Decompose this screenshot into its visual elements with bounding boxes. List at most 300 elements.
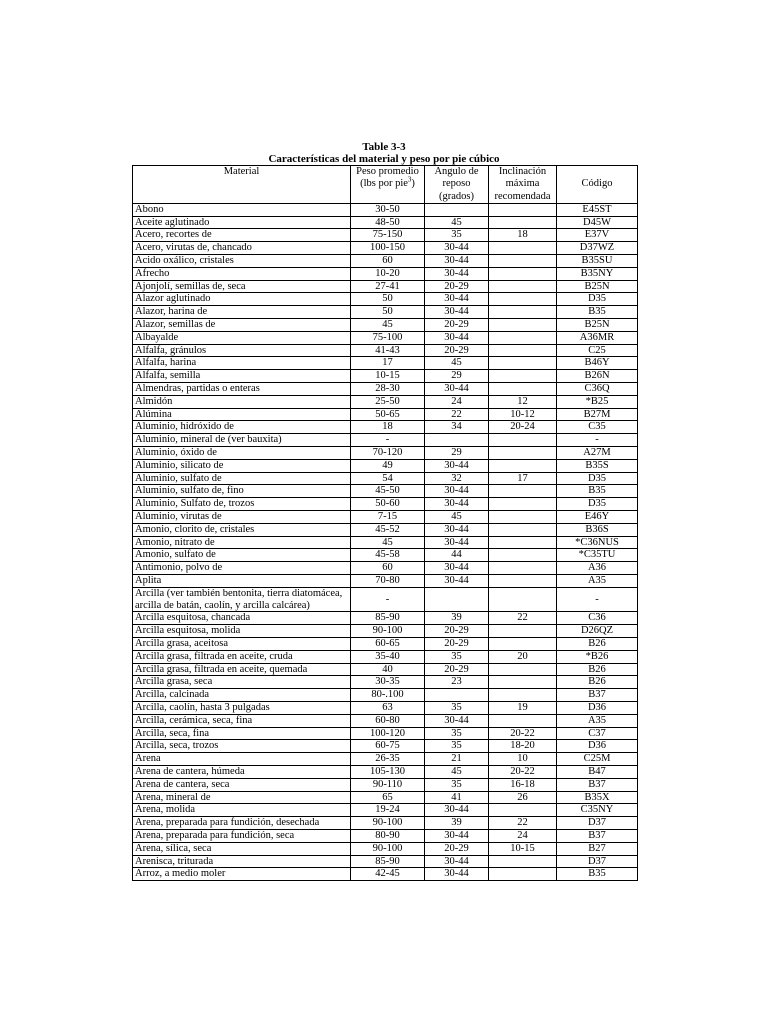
cell-material: Arcilla, caolín, hasta 3 pulgadas (133, 701, 351, 714)
cell-angulo: 30-44 (425, 255, 489, 268)
table-row (133, 778, 638, 791)
cell-material: Ajonjolí, semillas de, seca (133, 280, 351, 293)
cell-peso: 75-100 (351, 331, 425, 344)
cell-material: Alúmina (133, 408, 351, 421)
cell-peso: 85-90 (351, 855, 425, 868)
table-row (133, 701, 638, 714)
cell-codigo: D37WZ (557, 242, 638, 255)
cell-codigo: B27M (557, 408, 638, 421)
cell-inclinacion (489, 868, 557, 881)
cell-peso: 80-.100 (351, 689, 425, 702)
table-row (133, 395, 638, 408)
cell-codigo: E37V (557, 229, 638, 242)
cell-codigo: C25M (557, 753, 638, 766)
cell-codigo: B35SU (557, 255, 638, 268)
cell-inclinacion (489, 255, 557, 268)
cell-angulo: 32 (425, 472, 489, 485)
cell-inclinacion (489, 370, 557, 383)
cell-inclinacion (489, 575, 557, 588)
cell-angulo: 45 (425, 765, 489, 778)
table-row (133, 485, 638, 498)
cell-angulo: 30-44 (425, 498, 489, 511)
cell-material: Alazor, semillas de (133, 319, 351, 332)
cell-material: Aluminio, hidróxido de (133, 421, 351, 434)
cell-angulo: 29 (425, 447, 489, 460)
cell-angulo: 35 (425, 650, 489, 663)
cell-inclinacion (489, 523, 557, 536)
cell-angulo: 39 (425, 612, 489, 625)
cell-material: Alfalfa, semilla (133, 370, 351, 383)
table-row (133, 331, 638, 344)
table-row (133, 765, 638, 778)
cell-angulo: 30-44 (425, 855, 489, 868)
cell-peso: 60-80 (351, 714, 425, 727)
cell-inclinacion: 22 (489, 612, 557, 625)
cell-inclinacion (489, 267, 557, 280)
cell-material: Arena, preparada para fundición, desechada (133, 817, 351, 830)
table-row (133, 408, 638, 421)
cell-angulo: 30-44 (425, 293, 489, 306)
cell-inclinacion: 22 (489, 817, 557, 830)
cell-codigo: D36 (557, 701, 638, 714)
cell-inclinacion (489, 280, 557, 293)
cell-peso: 45 (351, 319, 425, 332)
cell-material: Arena de cantera, húmeda (133, 765, 351, 778)
table-row (133, 459, 638, 472)
cell-angulo: 24 (425, 395, 489, 408)
cell-material: Aluminio, Sulfato de, trozos (133, 498, 351, 511)
cell-codigo: B37 (557, 778, 638, 791)
material-table (132, 165, 638, 881)
cell-inclinacion (489, 357, 557, 370)
cell-peso: 40 (351, 663, 425, 676)
cell-inclinacion (489, 689, 557, 702)
cell-material: Arcilla, calcinada (133, 689, 351, 702)
cell-codigo: E46Y (557, 511, 638, 524)
cell-inclinacion (489, 511, 557, 524)
cell-inclinacion (489, 242, 557, 255)
cell-inclinacion (489, 216, 557, 229)
cell-angulo: 20-29 (425, 637, 489, 650)
cell-angulo: 30-44 (425, 459, 489, 472)
cell-peso: 26-35 (351, 753, 425, 766)
cell-codigo: - (557, 587, 638, 612)
cell-codigo: D35 (557, 498, 638, 511)
cell-peso: 63 (351, 701, 425, 714)
cell-peso: 10-20 (351, 267, 425, 280)
cell-angulo: 20-29 (425, 625, 489, 638)
cell-inclinacion (489, 549, 557, 562)
cell-codigo: B36S (557, 523, 638, 536)
cell-codigo: B26N (557, 370, 638, 383)
cell-codigo: A35 (557, 714, 638, 727)
table-row (133, 650, 638, 663)
cell-material: Alfalfa, harina (133, 357, 351, 370)
cell-inclinacion: 18 (489, 229, 557, 242)
cell-codigo: E45ST (557, 203, 638, 216)
cell-codigo: B37 (557, 829, 638, 842)
cell-angulo: 20-29 (425, 842, 489, 855)
cell-angulo: 45 (425, 216, 489, 229)
cell-peso: 18 (351, 421, 425, 434)
cell-angulo: 20-29 (425, 319, 489, 332)
cell-material: Arena de cantera, seca (133, 778, 351, 791)
cell-inclinacion (489, 319, 557, 332)
cell-peso: 49 (351, 459, 425, 472)
cell-angulo: 35 (425, 740, 489, 753)
table-row (133, 714, 638, 727)
cell-material: Arcilla esquitosa, molida (133, 625, 351, 638)
cell-codigo: A36 (557, 562, 638, 575)
table-row (133, 817, 638, 830)
cell-inclinacion: 17 (489, 472, 557, 485)
table-row (133, 549, 638, 562)
cell-material: Almidón (133, 395, 351, 408)
cell-material: Arcilla grasa, filtrada en aceite, cruda (133, 650, 351, 663)
table-header-row (133, 166, 638, 204)
cell-material: Antimonio, polvo de (133, 562, 351, 575)
cell-material: Arena, sílica, seca (133, 842, 351, 855)
cell-inclinacion (489, 203, 557, 216)
cell-material: Alazor, harina de (133, 306, 351, 319)
cell-peso: 17 (351, 357, 425, 370)
cell-codigo: B35NY (557, 267, 638, 280)
table-row (133, 472, 638, 485)
cell-peso: 27-41 (351, 280, 425, 293)
cell-material: Aceite aglutinado (133, 216, 351, 229)
cell-peso: 48-50 (351, 216, 425, 229)
cell-angulo: 20-29 (425, 280, 489, 293)
cell-peso: 60-75 (351, 740, 425, 753)
cell-codigo: B25N (557, 280, 638, 293)
cell-material: Arcilla, seca, trozos (133, 740, 351, 753)
cell-codigo: A35 (557, 575, 638, 588)
cell-angulo: 30-44 (425, 562, 489, 575)
cell-angulo: 30-44 (425, 714, 489, 727)
cell-angulo (425, 203, 489, 216)
cell-codigo: A27M (557, 447, 638, 460)
cell-inclinacion (489, 498, 557, 511)
cell-material: Arcilla esquitosa, chancada (133, 612, 351, 625)
cell-codigo: D35 (557, 293, 638, 306)
cell-peso: 85-90 (351, 612, 425, 625)
table-row (133, 434, 638, 447)
cell-inclinacion (489, 293, 557, 306)
cell-material: Acero, recortes de (133, 229, 351, 242)
table-row (133, 804, 638, 817)
cell-peso: 60-65 (351, 637, 425, 650)
cell-angulo: 30-44 (425, 804, 489, 817)
cell-codigo: D26QZ (557, 625, 638, 638)
table-row (133, 498, 638, 511)
cell-peso: 50-65 (351, 408, 425, 421)
cell-inclinacion (489, 536, 557, 549)
table-row (133, 791, 638, 804)
cell-material: Arroz, a medio moler (133, 868, 351, 881)
cell-inclinacion (489, 344, 557, 357)
cell-angulo: 45 (425, 357, 489, 370)
cell-codigo: B26 (557, 676, 638, 689)
cell-material: Abono (133, 203, 351, 216)
cell-inclinacion: 20-22 (489, 727, 557, 740)
table-row (133, 676, 638, 689)
table-title: Table 3-3 (362, 141, 406, 153)
cell-angulo: 23 (425, 676, 489, 689)
cell-inclinacion (489, 637, 557, 650)
cell-codigo: B37 (557, 689, 638, 702)
cell-material: Arena, preparada para fundición, seca (133, 829, 351, 842)
cell-inclinacion (489, 625, 557, 638)
cell-angulo: 30-44 (425, 242, 489, 255)
cell-peso: 75-150 (351, 229, 425, 242)
table-row (133, 753, 638, 766)
cell-material: Amonio, sulfato de (133, 549, 351, 562)
table-row (133, 242, 638, 255)
cell-inclinacion (489, 459, 557, 472)
cell-inclinacion: 10 (489, 753, 557, 766)
cell-peso: 30-50 (351, 203, 425, 216)
cell-inclinacion: 10-15 (489, 842, 557, 855)
cell-angulo (425, 434, 489, 447)
cell-codigo: B47 (557, 765, 638, 778)
table-row (133, 829, 638, 842)
cell-angulo: 35 (425, 778, 489, 791)
cell-peso: 35-40 (351, 650, 425, 663)
cell-material: Alfalfa, gránulos (133, 344, 351, 357)
cell-angulo: 20-29 (425, 663, 489, 676)
cell-inclinacion (489, 562, 557, 575)
cell-inclinacion: 20-24 (489, 421, 557, 434)
cell-codigo: *B25 (557, 395, 638, 408)
cell-inclinacion (489, 447, 557, 460)
cell-inclinacion (489, 804, 557, 817)
cell-inclinacion (489, 331, 557, 344)
cell-angulo: 30-44 (425, 383, 489, 396)
table-row (133, 229, 638, 242)
cell-peso: 45-50 (351, 485, 425, 498)
cell-codigo: D36 (557, 740, 638, 753)
table-row (133, 280, 638, 293)
cell-peso: - (351, 434, 425, 447)
cell-angulo (425, 689, 489, 702)
table-row (133, 587, 638, 612)
cell-codigo: A36MR (557, 331, 638, 344)
cell-codigo: B35 (557, 306, 638, 319)
table-row (133, 536, 638, 549)
cell-inclinacion (489, 663, 557, 676)
table-row (133, 370, 638, 383)
table-row (133, 740, 638, 753)
cell-inclinacion (489, 383, 557, 396)
cell-codigo: - (557, 434, 638, 447)
cell-material: Arena, molida (133, 804, 351, 817)
cell-codigo: *C35TU (557, 549, 638, 562)
cell-angulo: 22 (425, 408, 489, 421)
cell-inclinacion: 24 (489, 829, 557, 842)
table-row (133, 344, 638, 357)
cell-peso: 60 (351, 562, 425, 575)
cell-material: Aplita (133, 575, 351, 588)
cell-codigo: B35S (557, 459, 638, 472)
table-row (133, 293, 638, 306)
table-row (133, 842, 638, 855)
cell-codigo: C36 (557, 612, 638, 625)
table-row (133, 267, 638, 280)
cell-angulo: 30-44 (425, 536, 489, 549)
cell-material: Aluminio, sulfato de (133, 472, 351, 485)
cell-peso: 90-100 (351, 842, 425, 855)
cell-material: Acido oxálico, cristales (133, 255, 351, 268)
cell-peso: 45-52 (351, 523, 425, 536)
cell-angulo: 41 (425, 791, 489, 804)
cell-material: Almendras, partidas o enteras (133, 383, 351, 396)
cell-peso: 50-60 (351, 498, 425, 511)
cell-angulo: 30-44 (425, 868, 489, 881)
table-row (133, 216, 638, 229)
cell-peso: 80-90 (351, 829, 425, 842)
cell-material: Acero, virutas de, chancado (133, 242, 351, 255)
cell-material: Aluminio, sulfato de, fino (133, 485, 351, 498)
cell-codigo: D37 (557, 855, 638, 868)
cell-material: Arcilla grasa, aceitosa (133, 637, 351, 650)
cell-peso: 28-30 (351, 383, 425, 396)
table-row (133, 511, 638, 524)
cell-inclinacion: 16-18 (489, 778, 557, 791)
cell-codigo: B27 (557, 842, 638, 855)
cell-angulo: 20-29 (425, 344, 489, 357)
cell-codigo: D37 (557, 817, 638, 830)
cell-material: Amonio, nitrato de (133, 536, 351, 549)
cell-angulo: 30-44 (425, 523, 489, 536)
header-codigo: Código (557, 166, 638, 204)
cell-material: Arcilla, cerámica, seca, fina (133, 714, 351, 727)
cell-codigo: B35 (557, 485, 638, 498)
cell-material: Alazor aglutinado (133, 293, 351, 306)
cell-codigo: *B26 (557, 650, 638, 663)
cell-peso: - (351, 587, 425, 612)
cell-material: Arenisca, triturada (133, 855, 351, 868)
cell-peso: 90-100 (351, 625, 425, 638)
cell-codigo: C36Q (557, 383, 638, 396)
cell-angulo: 30-44 (425, 829, 489, 842)
table-row (133, 383, 638, 396)
cell-angulo: 29 (425, 370, 489, 383)
cell-peso: 70-120 (351, 447, 425, 460)
cell-angulo: 35 (425, 701, 489, 714)
cell-inclinacion (489, 855, 557, 868)
cell-material: Arcilla grasa, filtrada en aceite, quemada (133, 663, 351, 676)
cell-inclinacion (489, 434, 557, 447)
cell-codigo: C35NY (557, 804, 638, 817)
cell-angulo: 21 (425, 753, 489, 766)
cell-peso: 65 (351, 791, 425, 804)
table-row (133, 421, 638, 434)
cell-peso: 30-35 (351, 676, 425, 689)
table-row (133, 562, 638, 575)
cell-inclinacion: 26 (489, 791, 557, 804)
cell-material: Arena (133, 753, 351, 766)
table-row (133, 319, 638, 332)
table-row (133, 855, 638, 868)
cell-codigo: C25 (557, 344, 638, 357)
cell-peso: 90-100 (351, 817, 425, 830)
cell-material: Arcilla grasa, seca (133, 676, 351, 689)
cell-peso: 105-130 (351, 765, 425, 778)
cell-inclinacion (489, 676, 557, 689)
cell-inclinacion: 19 (489, 701, 557, 714)
cell-inclinacion (489, 587, 557, 612)
cell-peso: 100-120 (351, 727, 425, 740)
cell-angulo: 45 (425, 511, 489, 524)
cell-angulo: 30-44 (425, 306, 489, 319)
table-row (133, 203, 638, 216)
cell-peso: 90-110 (351, 778, 425, 791)
cell-inclinacion: 20-22 (489, 765, 557, 778)
cell-peso: 42-45 (351, 868, 425, 881)
cell-codigo: C35 (557, 421, 638, 434)
cell-codigo: D45W (557, 216, 638, 229)
cell-inclinacion (489, 306, 557, 319)
cell-material: Arcilla, seca, fina (133, 727, 351, 740)
cell-inclinacion: 10-12 (489, 408, 557, 421)
cell-peso: 60 (351, 255, 425, 268)
table-row (133, 255, 638, 268)
cell-material: Albayalde (133, 331, 351, 344)
table-row (133, 447, 638, 460)
cell-inclinacion: 18-20 (489, 740, 557, 753)
cell-codigo: B35 (557, 868, 638, 881)
cell-peso: 70-80 (351, 575, 425, 588)
cell-codigo: B26 (557, 663, 638, 676)
cell-angulo: 30-44 (425, 331, 489, 344)
cell-material: Aluminio, mineral de (ver bauxita) (133, 434, 351, 447)
cell-codigo: B35X (557, 791, 638, 804)
cell-codigo: B46Y (557, 357, 638, 370)
table-row (133, 663, 638, 676)
cell-codigo: *C36NUS (557, 536, 638, 549)
table-row (133, 306, 638, 319)
cell-codigo: B26 (557, 637, 638, 650)
cell-material: Amonio, clorito de, cristales (133, 523, 351, 536)
cell-peso: 100-150 (351, 242, 425, 255)
cell-codigo: D35 (557, 472, 638, 485)
cell-angulo (425, 587, 489, 612)
table-row (133, 727, 638, 740)
header-inclinacion: Inclinación máxima recomendada (489, 166, 557, 204)
table-row (133, 689, 638, 702)
cell-material: Aluminio, silicato de (133, 459, 351, 472)
table-row (133, 612, 638, 625)
cell-peso: 45-58 (351, 549, 425, 562)
table-subtitle: Características del material y peso por pie cúbico (268, 153, 500, 165)
cell-peso: 7-15 (351, 511, 425, 524)
cell-peso: 50 (351, 293, 425, 306)
table-row (133, 625, 638, 638)
cell-peso: 10-15 (351, 370, 425, 383)
cell-angulo: 30-44 (425, 267, 489, 280)
cell-angulo: 44 (425, 549, 489, 562)
header-angulo: Angulo de reposo (grados) (425, 166, 489, 204)
cell-peso: 41-43 (351, 344, 425, 357)
header-peso: Peso promedio (lbs por pie$^3$) (351, 166, 425, 204)
cell-codigo: C37 (557, 727, 638, 740)
cell-material: Arcilla (ver también bentonita, tierra diatomácea, arcilla de batán, caolín, y arcilla calcárea) (133, 587, 351, 612)
cell-peso: 19-24 (351, 804, 425, 817)
cell-inclinacion: 20 (489, 650, 557, 663)
table-row (133, 523, 638, 536)
table-row (133, 868, 638, 881)
cell-angulo: 35 (425, 229, 489, 242)
